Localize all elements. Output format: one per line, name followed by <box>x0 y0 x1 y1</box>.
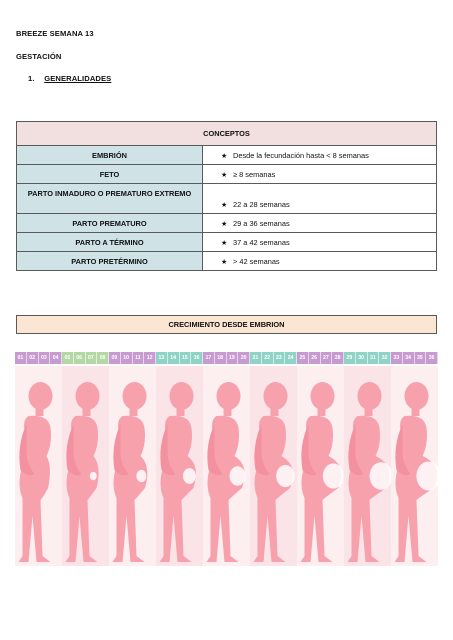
pregnancy-silhouettes <box>15 366 438 566</box>
star-icon: ★ <box>221 258 228 266</box>
week-label: 22 <box>262 352 274 364</box>
week-label: 05 <box>62 352 74 364</box>
week-label: 21 <box>250 352 262 364</box>
star-icon: ★ <box>221 220 228 228</box>
week-label: 18 <box>215 352 227 364</box>
week-label: 04 <box>50 352 62 364</box>
concept-label: PARTO A TÉRMINO <box>17 233 203 252</box>
week-label: 08 <box>97 352 109 364</box>
fetus-shape <box>370 462 393 490</box>
growth-table-header: CRECIMIENTO DESDE EMBRION <box>16 315 437 334</box>
list-heading-text: GENERALIDADES <box>44 74 112 83</box>
star-icon: ★ <box>221 239 228 247</box>
concept-value: ★ ≥ 8 semanas <box>203 165 437 184</box>
table-row <box>17 214 437 233</box>
week-label: 31 <box>368 352 380 364</box>
table-row <box>17 233 437 252</box>
list-number: 1. <box>28 74 35 83</box>
week-label: 14 <box>168 352 180 364</box>
numbered-heading <box>28 74 111 83</box>
concept-value: ★ 29 a 36 semanas <box>203 214 437 233</box>
table-row <box>17 146 437 165</box>
table-row <box>17 184 437 214</box>
concept-value: ★ 22 a 28 semanas <box>203 184 437 214</box>
concept-label: PARTO PRETÉRMINO <box>17 252 203 271</box>
week-label: 34 <box>403 352 415 364</box>
week-label: 06 <box>74 352 86 364</box>
week-label: 30 <box>356 352 368 364</box>
week-label: 29 <box>344 352 356 364</box>
week-label: 13 <box>156 352 168 364</box>
week-label: 12 <box>144 352 156 364</box>
document-title: BREEZE SEMANA 13 <box>16 29 94 38</box>
star-icon: ★ <box>221 171 228 179</box>
week-label: 09 <box>109 352 121 364</box>
concept-value: ★ > 42 semanas <box>203 252 437 271</box>
week-label: 33 <box>391 352 403 364</box>
week-label: 20 <box>238 352 250 364</box>
week-label: 02 <box>27 352 39 364</box>
fetus-shape <box>90 472 97 481</box>
fetus-shape <box>230 466 246 485</box>
week-number-strip <box>15 352 438 364</box>
section-heading: GESTACIÓN <box>16 52 62 61</box>
week-label: 01 <box>15 352 27 364</box>
concepts-table-header: CONCEPTOS <box>17 122 437 146</box>
week-label: 28 <box>332 352 344 364</box>
pregnancy-growth-illustration <box>15 352 438 566</box>
concept-label: PARTO INMADURO O PREMATURO EXTREMO <box>17 184 203 214</box>
concept-value: ★ Desde la fecundación hasta < 8 semanas <box>203 146 437 165</box>
fetus-shape <box>136 470 146 482</box>
week-label: 10 <box>121 352 133 364</box>
week-label: 36 <box>426 352 438 364</box>
week-label: 24 <box>285 352 297 364</box>
star-icon: ★ <box>221 202 228 209</box>
week-label: 19 <box>227 352 239 364</box>
concept-label: PARTO PREMATURO <box>17 214 203 233</box>
star-icon: ★ <box>221 152 228 160</box>
week-label: 15 <box>180 352 192 364</box>
week-label: 11 <box>133 352 145 364</box>
fetus-shape <box>276 465 294 487</box>
week-label: 23 <box>274 352 286 364</box>
week-label: 25 <box>297 352 309 364</box>
week-label: 35 <box>415 352 427 364</box>
week-label: 27 <box>321 352 333 364</box>
week-label: 16 <box>191 352 203 364</box>
week-label: 26 <box>309 352 321 364</box>
table-row <box>17 165 437 184</box>
fetus-shape <box>323 463 344 488</box>
concept-label: FETO <box>17 165 203 184</box>
week-label: 07 <box>86 352 98 364</box>
concepts-table <box>16 121 437 271</box>
week-label: 03 <box>39 352 51 364</box>
week-label: 32 <box>379 352 391 364</box>
concept-label: EMBRIÓN <box>17 146 203 165</box>
table-row <box>17 252 437 271</box>
week-label: 17 <box>203 352 215 364</box>
fetus-shape <box>183 468 196 484</box>
concept-value: ★ 37 a 42 semanas <box>203 233 437 252</box>
